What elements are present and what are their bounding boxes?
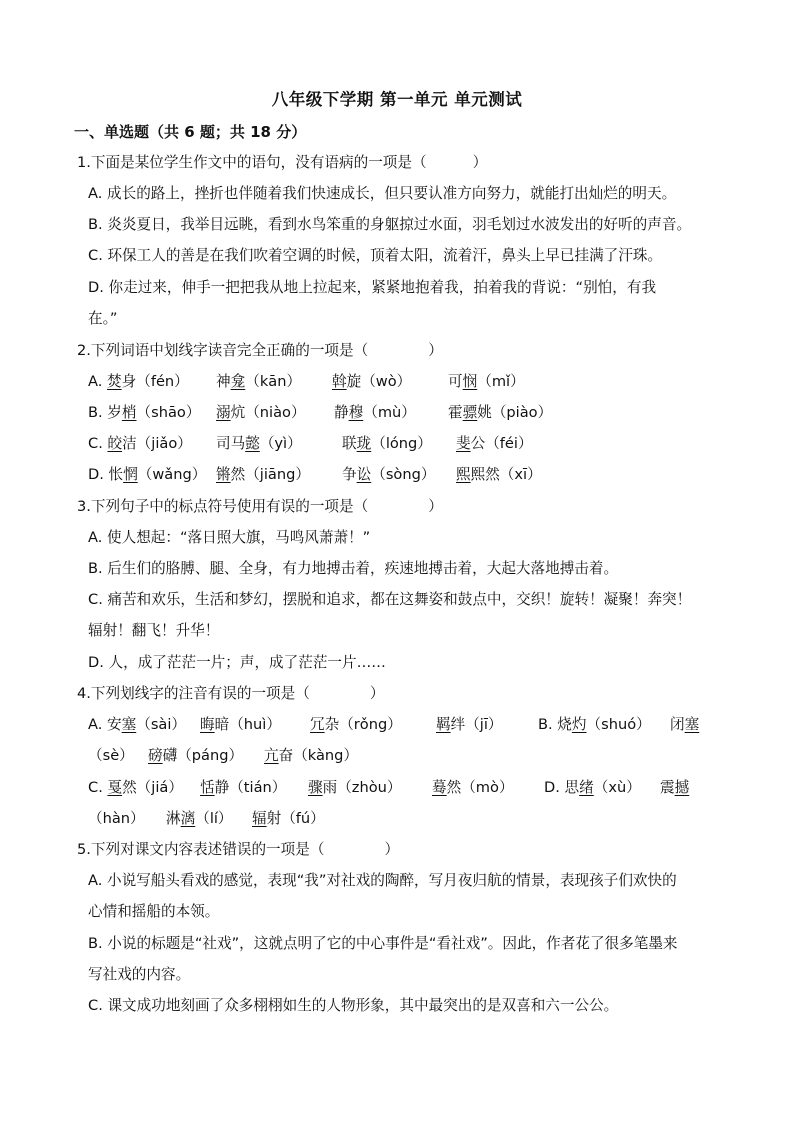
question-3-option-c: C. 痛苦和欢乐，生活和梦幻，摆脱和追求，都在这舞姿和鼓点中，交织！旋转！凝聚！奔突！: [88, 591, 692, 608]
underlined-character: 骤: [308, 779, 323, 796]
pinyin-text: （sài）: [136, 716, 187, 733]
word-item: [310, 715, 436, 735]
word-text: 争: [342, 466, 357, 483]
page-title: 八年级下学期 第一单元 单元测试: [271, 90, 523, 109]
word-item: [88, 746, 148, 766]
question-4-line-2: [88, 746, 374, 766]
question-5-option-a-continued: 心情和摇船的本领。: [88, 903, 220, 920]
underlined-character: 亢: [264, 747, 279, 764]
underlined-character: 龛: [230, 373, 246, 390]
pinyin-text: 身（fén）: [121, 373, 189, 390]
question-1-option-b: B. 炎炎夏日，我举目远眺，看到水鸟笨重的身躯掠过水面，羽毛划过水波发出的好听的声音。: [88, 216, 692, 233]
word-item: [88, 715, 200, 735]
question-3-option-a: A. 使人想起：“落日照大旗，马鸣风萧萧！”: [88, 529, 371, 546]
underlined-character: 穆: [348, 404, 364, 421]
word-item: [216, 403, 334, 423]
word-text: （sè）: [88, 747, 134, 764]
word-item: [334, 403, 448, 423]
pinyin-text: （xù）: [593, 779, 641, 796]
underlined-character: 骠: [462, 404, 478, 421]
question-1-option-d-continued: 在。”: [88, 310, 118, 327]
pinyin-text: 奋（kàng）: [278, 747, 359, 764]
pinyin-text: 熙然（xī）: [470, 466, 542, 483]
question-1-option-a: A. 成长的路上，挫折也伴随着我们快速成长，但只要认准方向努力，就能打出灿烂的明天。: [88, 185, 677, 202]
question-3-option-c-continued: 辐射！翻飞！升华！: [88, 622, 220, 639]
question-2-option-b: [88, 403, 568, 423]
pinyin-text: 旋（wò）: [346, 373, 412, 390]
question-4-line-3: [88, 778, 720, 798]
question-1-option-c: C. 环保工人的善是在我们吹着空调的时候，顶着太阳，流着汗，鼻头上早已挂满了汗珠。: [88, 247, 663, 264]
question-2-stem: 2.下列词语中划线字读音完全正确的一项是（ ）: [77, 342, 443, 359]
word-item: [456, 465, 576, 485]
question-3-option-d: D. 人，成了茫茫一片；声，成了茫茫一片……: [88, 654, 386, 671]
pinyin-text: 绊（jī）: [450, 716, 503, 733]
word-text: 可: [448, 373, 463, 390]
underlined-character: 灼: [571, 716, 587, 733]
word-text: C.: [88, 779, 108, 796]
section-heading: 一、单选题（共 6 题；共 18 分）: [74, 123, 307, 141]
question-2-option-c: [88, 434, 566, 454]
underlined-character: 溺: [216, 404, 231, 421]
word-item: [342, 434, 456, 454]
underlined-character: 蓦: [432, 779, 447, 796]
underlined-character: 塞: [121, 716, 137, 733]
pinyin-text: 姚（piào）: [477, 404, 553, 421]
word-item: [88, 403, 216, 423]
word-item: [538, 715, 670, 735]
question-2-option-a: [88, 372, 558, 392]
word-text: （hàn）: [88, 810, 145, 827]
pinyin-text: 雨（zhòu）: [322, 779, 402, 796]
pinyin-text: 然（mò）: [446, 779, 514, 796]
pinyin-text: 公（féi）: [470, 435, 533, 452]
pinyin-text: 然（jiāng）: [230, 466, 310, 483]
pinyin-text: （kān）: [245, 373, 302, 390]
pinyin-text: 射（fú）: [266, 810, 325, 827]
word-item: [308, 778, 432, 798]
pinyin-text: （shuó）: [586, 716, 651, 733]
word-text: D. 怅: [88, 466, 124, 483]
pinyin-text: 洁（jiǎo）: [122, 435, 192, 452]
word-item: [332, 372, 448, 392]
underlined-character: 塞: [684, 716, 700, 733]
underlined-character: 珑: [356, 435, 372, 452]
underlined-character: 懿: [245, 435, 260, 452]
word-item: [88, 778, 200, 798]
word-item: [88, 372, 216, 392]
question-4-line-4: [88, 809, 352, 829]
word-item: [88, 434, 216, 454]
question-4-stem: 4.下列划线字的注音有误的一项是（ ）: [77, 685, 385, 702]
word-text: C.: [88, 435, 108, 452]
word-item: [148, 746, 264, 766]
word-item: [200, 715, 310, 735]
word-item: [544, 778, 660, 798]
question-5-option-b: B. 小说的标题是“社戏”，这就点明了它的中心事件是“看社戏”。因此，作者花了很多笔墨来: [88, 935, 678, 952]
word-item: [436, 715, 538, 735]
word-text: A.: [88, 373, 108, 390]
pinyin-text: 暗（huì）: [214, 716, 281, 733]
underlined-character: 羁: [436, 716, 451, 733]
underlined-character: 斐: [456, 435, 471, 452]
underlined-character: 悯: [462, 373, 478, 390]
pinyin-text: （shāo）: [136, 404, 201, 421]
word-item: [200, 778, 308, 798]
word-text: 闭: [670, 716, 685, 733]
pinyin-text: 礴（páng）: [162, 747, 244, 764]
pinyin-text: （yì）: [259, 435, 302, 452]
word-text: B. 岁: [88, 404, 122, 421]
question-3-option-b: B. 后生们的胳膊、腿、全身，有力地搏击着，疾速地搏击着，大起大落地搏击着。: [88, 560, 619, 577]
pinyin-text: （lí）: [195, 810, 233, 827]
underlined-character: 晦: [200, 716, 215, 733]
word-text: B. 烧: [538, 716, 572, 733]
word-text: 静: [334, 404, 349, 421]
pinyin-text: 静（tián）: [214, 779, 287, 796]
word-item: [448, 403, 568, 423]
underlined-character: 惘: [123, 466, 138, 483]
question-1-option-d: D. 你走过来，伸手一把把我从地上拉起来，紧紧地抱着我，拍着我的背说：“别怕，有我: [88, 279, 657, 296]
word-item: [216, 465, 342, 485]
word-item: [166, 809, 252, 829]
underlined-character: 戛: [107, 779, 123, 796]
question-1-stem: 1.下面是某位学生作文中的语句，没有语病的一项是（ ）: [77, 154, 488, 171]
word-item: [264, 746, 374, 766]
word-text: D. 思: [544, 779, 580, 796]
word-item: [670, 715, 730, 735]
underlined-character: 皎: [107, 435, 123, 452]
pinyin-text: （mù）: [363, 404, 416, 421]
underlined-character: 撼: [674, 779, 690, 796]
question-5-stem: 5.下列对课文内容表述错误的一项是（ ）: [77, 841, 400, 858]
question-4-line-1: [88, 715, 730, 735]
pinyin-text: （lóng）: [371, 435, 432, 452]
underlined-character: 磅: [148, 747, 163, 764]
word-item: [342, 465, 456, 485]
word-text: 司马: [216, 435, 246, 452]
underlined-character: 熙: [456, 466, 471, 483]
underlined-character: 冗: [310, 716, 325, 733]
word-item: [432, 778, 544, 798]
pinyin-text: （sòng）: [371, 466, 436, 483]
underlined-character: 斡: [332, 373, 347, 390]
underlined-character: 恬: [200, 779, 215, 796]
word-item: [216, 372, 332, 392]
question-5-option-c: C. 课文成功地刻画了众多栩栩如生的人物形象，其中最突出的是双喜和六一公公。: [88, 997, 619, 1014]
word-item: [448, 372, 558, 392]
word-item: [88, 465, 216, 485]
word-text: A. 安: [88, 716, 122, 733]
pinyin-text: （wǎng）: [137, 466, 207, 483]
underlined-character: 锵: [216, 466, 231, 483]
word-item: [88, 809, 166, 829]
word-text: 淋: [166, 810, 181, 827]
word-item: [216, 434, 342, 454]
pinyin-text: 炕（niào）: [230, 404, 306, 421]
word-text: 神: [216, 373, 231, 390]
question-3-stem: 3.下列句子中的标点符号使用有误的一项是（ ）: [77, 498, 443, 515]
underlined-character: 辐: [252, 810, 267, 827]
word-text: 霍: [448, 404, 463, 421]
question-5-option-a: A. 小说写船头看戏的感觉，表现“我”对社戏的陶醉，写月夜归航的情景，表现孩子们欢快的: [88, 872, 677, 889]
word-item: [252, 809, 352, 829]
underlined-character: 讼: [356, 466, 372, 483]
word-item: [456, 434, 566, 454]
pinyin-text: 杂（rǒng）: [324, 716, 402, 733]
underlined-character: 漓: [180, 810, 196, 827]
underlined-character: 梢: [121, 404, 137, 421]
underlined-character: 焚: [107, 373, 122, 390]
word-text: 联: [342, 435, 357, 452]
underlined-character: 绪: [579, 779, 594, 796]
question-2-option-d: [88, 465, 576, 485]
question-5-option-b-continued: 写社戏的内容。: [88, 966, 191, 983]
word-item: [660, 778, 720, 798]
pinyin-text: （mǐ）: [477, 373, 525, 390]
word-text: 震: [660, 779, 675, 796]
pinyin-text: 然（jiá）: [122, 779, 183, 796]
